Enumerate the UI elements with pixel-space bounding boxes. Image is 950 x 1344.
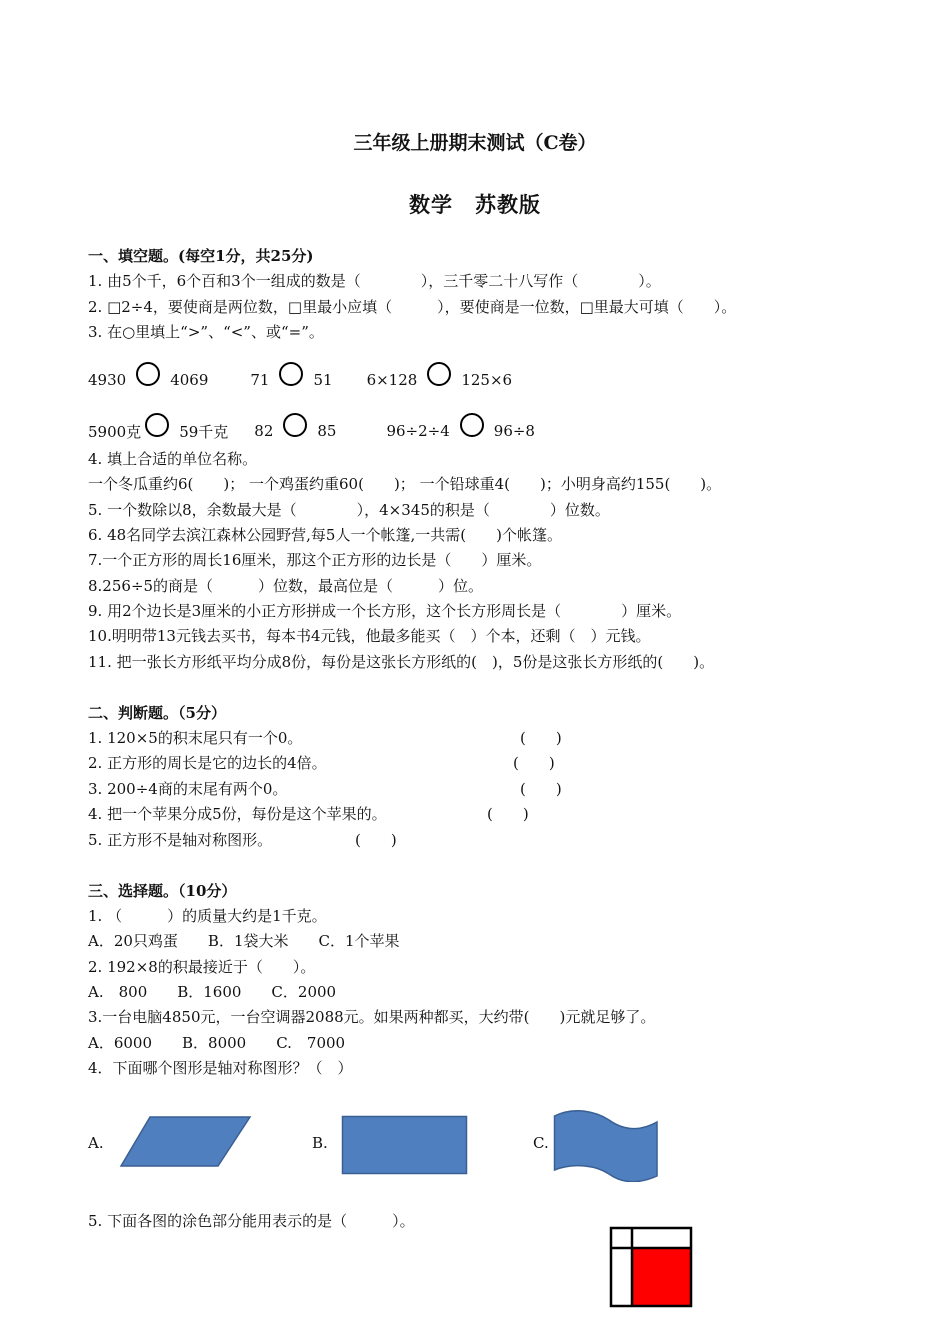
fill-q7: 7.一个正方形的周长16厘米，那这个正方形的边长是（ ）厘米。 [88, 551, 542, 569]
judge-paren-2[interactable]: ( ) [513, 754, 555, 772]
compare-circle-icon[interactable] [279, 362, 303, 386]
fill-q2: 2. □2÷4，要使商是两位数，□里最小应填（ ），要使商是一位数，□里最大可填（ ）。 [88, 298, 737, 316]
section-judge-heading: 二、判断题。（5分） [88, 704, 226, 722]
fill-q5: 5. 一个数除以8，余数最大是（ ），4×345的积是（ ）位数。 [88, 501, 610, 519]
compare-circle-icon[interactable] [427, 362, 451, 386]
wave-flag-shape[interactable] [553, 1110, 659, 1182]
compare-left: 82 [254, 422, 274, 440]
compare-row-2 [88, 419, 535, 443]
fill-q3: 3. 在○里填上“>”、“<”、或“=”。 [88, 323, 324, 341]
parallelogram-polygon [121, 1117, 250, 1166]
choice-q4: 4．下面哪个图形是轴对称图形？（ ） [88, 1059, 353, 1077]
judge-paren-4[interactable]: ( ) [487, 805, 529, 823]
choice-q3: 3.一台电脑4850元，一台空调器2088元。如果两种都买，大约带( )元就足够了。 [88, 1008, 656, 1026]
fill-q11: 11. 把一张长方形纸平均分成8份，每份是这张长方形纸的( )，5份是这张长方形纸的( )。 [88, 653, 715, 671]
compare-left: 71 [250, 371, 270, 389]
fill-q6: 6. 48名同学去滨江森林公园野营,每5人一个帐篷,一共需( )个帐篷。 [88, 526, 562, 544]
choice-q2: 2. 192×8的积最接近于（ ）。 [88, 958, 316, 976]
choice-q1-options: A．20只鸡蛋 B．1袋大米 C．1个苹果 [88, 932, 400, 950]
judge-item-2: 2. 正方形的周长是它的边长的4倍。 [88, 754, 327, 772]
judge-paren-1[interactable]: ( ) [520, 729, 562, 747]
page-title: 三年级上册期末测试（C卷） [353, 132, 597, 154]
compare-left: 6×128 [366, 371, 418, 389]
judge-item-3: 3. 200÷4商的末尾有两个0。 [88, 780, 288, 798]
compare-left: 5900克 [88, 422, 142, 441]
rectangle-shape[interactable] [341, 1115, 469, 1175]
section-fill-heading: 一、填空题。(每空1分，共25分) [88, 247, 314, 265]
compare-left: 96÷2÷4 [386, 422, 450, 440]
choice-q5: 5. 下面各图的涂色部分能用表示的是（ ）。 [88, 1212, 415, 1230]
section-choice-heading: 三、选择题。（10分） [88, 882, 237, 900]
judge-paren-3[interactable]: ( ) [520, 780, 562, 798]
page-subtitle: 数学 苏教版 [409, 192, 541, 217]
rectangle-rect [343, 1117, 467, 1174]
fraction-figure [609, 1226, 693, 1308]
compare-row-1 [88, 368, 512, 392]
compare-circle-icon[interactable] [283, 413, 307, 437]
fill-q10: 10.明明带13元钱去买书，每本书4元钱，他最多能买（ ）个本，还剩（ ）元钱。 [88, 627, 651, 645]
wave-flag-path [555, 1111, 658, 1182]
fill-q4b: 一个冬瓜重约6( )； 一个鸡蛋约重60( )； 一个铅球重4( )；小明身高约155( )。 [88, 475, 722, 493]
choice-q2-options: A. 800 B．1600 C．2000 [88, 983, 337, 1001]
compare-right: 51 [313, 371, 333, 389]
compare-right: 125×6 [461, 371, 513, 389]
shape-label-a: A. [88, 1134, 104, 1152]
parallelogram-shape[interactable] [118, 1115, 254, 1169]
compare-circle-icon[interactable] [136, 362, 160, 386]
judge-item-1: 1. 120×5的积末尾只有一个0。 [88, 729, 303, 747]
choice-q3-options: A．6000 B．8000 C. 7000 [88, 1034, 346, 1052]
compare-right: 4069 [170, 371, 209, 389]
fraction-shaded-part [632, 1248, 691, 1306]
fill-q8: 8.256÷5的商是（ ）位数，最高位是（ ）位。 [88, 577, 484, 595]
fill-q9: 9. 用2个边长是3厘米的小正方形拼成一个长方形，这个长方形周长是（ ）厘米。 [88, 602, 682, 620]
judge-paren-5[interactable]: ( ) [355, 831, 397, 849]
fill-q1: 1. 由5个千，6个百和3个一组成的数是（ ），三千零二十八写作（ ）。 [88, 272, 661, 290]
compare-circle-icon[interactable] [460, 413, 484, 437]
choice-q1: 1. （ ）的质量大约是1千克。 [88, 907, 327, 925]
compare-right: 96÷8 [493, 422, 535, 440]
fill-q4: 4. 填上合适的单位名称。 [88, 450, 258, 468]
compare-circle-icon[interactable] [145, 413, 169, 437]
compare-right: 85 [317, 422, 337, 440]
compare-right: 59千克 [179, 422, 229, 441]
compare-left: 4930 [88, 371, 127, 389]
judge-item-4: 4. 把一个苹果分成5份，每份是这个苹果的。 [88, 805, 387, 823]
shape-label-c: C. [533, 1134, 549, 1152]
judge-item-5: 5. 正方形不是轴对称图形。 [88, 831, 273, 849]
shape-label-b: B. [312, 1134, 328, 1152]
